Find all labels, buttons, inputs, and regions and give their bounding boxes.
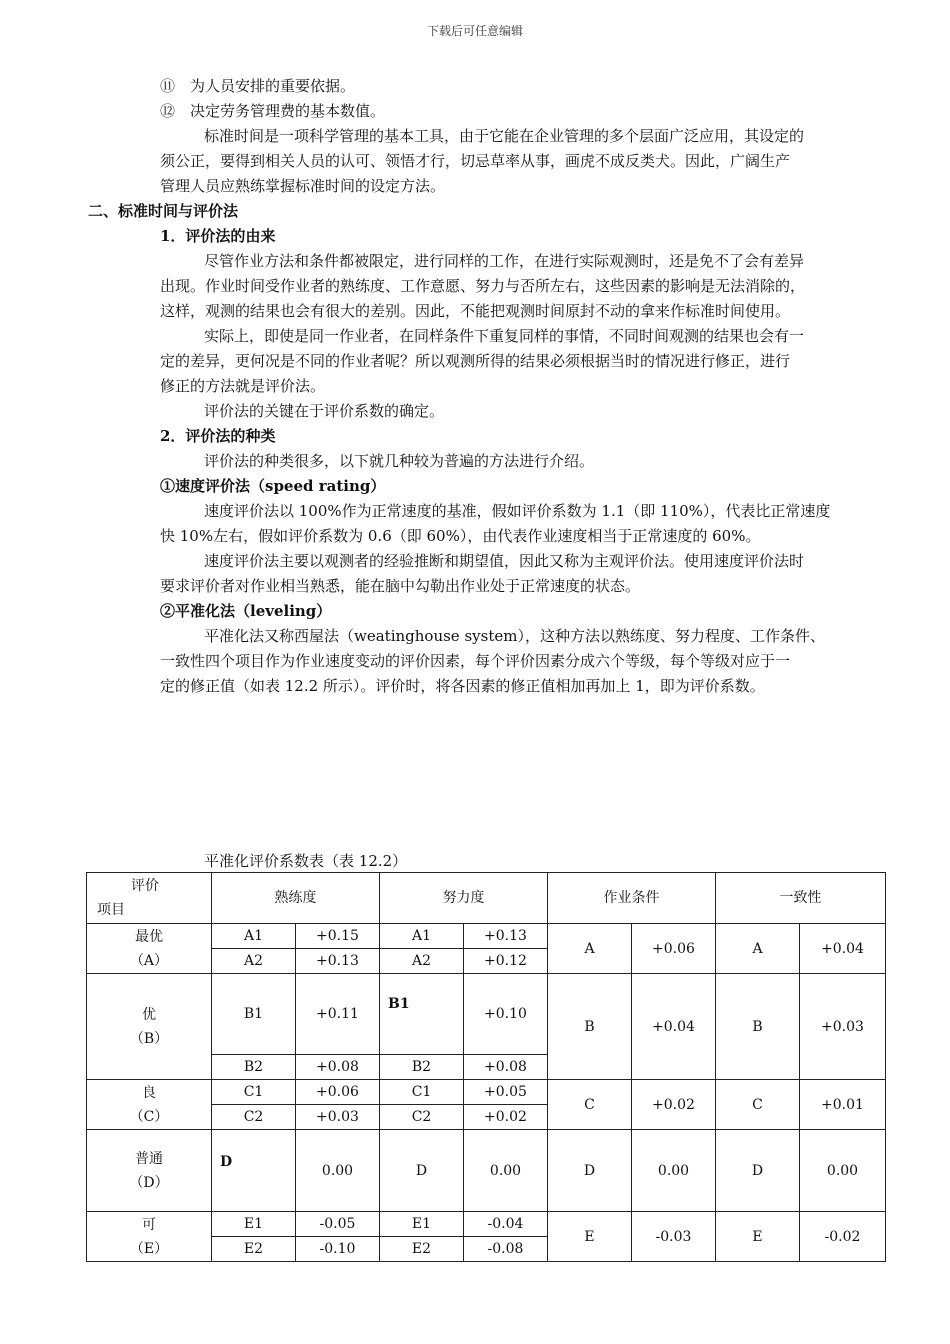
grade-cell: D xyxy=(212,1130,296,1212)
paragraph-line: 速度评价法以 100%作为正常速度的基准，假如评价系数为 1.1（即 110%），代表比正常速度 xyxy=(204,502,831,520)
paragraph-line: 修正的方法就是评价法。 xyxy=(160,377,326,395)
value-cell: +0.03 xyxy=(296,1105,380,1130)
value-cell: +0.01 xyxy=(800,1080,886,1130)
grade-cell: C xyxy=(716,1080,800,1130)
grade-cell: D xyxy=(548,1130,632,1212)
paragraph-line: 要求评价者对作业相当熟悉，能在脑中勾勒出作业处于正常速度的状态。 xyxy=(160,577,641,595)
corner-top-label: 评价 xyxy=(131,878,159,894)
paragraph-line: 尽管作业方法和条件都被限定，进行同样的工作，在进行实际观测时，还是免不了会有差异 xyxy=(204,252,805,270)
grade-cell: E xyxy=(716,1212,800,1262)
section-heading: 二、标准时间与评价法 xyxy=(88,202,239,220)
table-row xyxy=(87,1130,886,1212)
level-cell-b xyxy=(87,974,212,1080)
value-cell: -0.10 xyxy=(296,1237,380,1262)
level-code: （E） xyxy=(129,1240,169,1257)
value-cell: +0.10 xyxy=(464,974,548,1055)
level-code: （B） xyxy=(129,1030,169,1047)
paragraph-line: 管理人员应熟练掌握标准时间的设定方法。 xyxy=(160,177,446,195)
value-cell: +0.02 xyxy=(464,1105,548,1130)
grade-cell: E2 xyxy=(212,1237,296,1262)
grade-cell: C1 xyxy=(212,1080,296,1105)
grade-cell: E2 xyxy=(380,1237,464,1262)
grade-cell: B2 xyxy=(380,1055,464,1080)
paragraph-line: 一致性四个项目作为作业速度变动的评价因素，每个评价因素分成六个等级，每个等级对应于一 xyxy=(160,652,791,670)
level-name: 最优 xyxy=(135,928,163,945)
column-header-effort: 努力度 xyxy=(380,873,548,924)
value-cell: +0.11 xyxy=(296,974,380,1055)
grade-cell: A1 xyxy=(212,924,296,949)
subsection-heading: 1．评价法的由来 xyxy=(160,227,276,245)
paragraph-line: 出现。作业时间受作业者的熟练度、工作意愿、努力与否所左右，这些因素的影响是无法消除的， xyxy=(160,277,806,295)
table-corner-cell xyxy=(87,873,212,924)
value-cell: +0.03 xyxy=(800,974,886,1080)
level-cell-c xyxy=(87,1080,212,1130)
paragraph-line: 平准化法又称西屋法（weatinghouse system），这种方法以熟练度、努力程度、工作条件、 xyxy=(204,627,825,645)
paragraph-line: 这样，观测的结果也会有很大的差别。因此，不能把观测时间原封不动的拿来作标准时间使用。 xyxy=(160,302,791,320)
value-cell: 0.00 xyxy=(464,1130,548,1212)
level-code: （D） xyxy=(129,1174,169,1191)
value-cell: +0.05 xyxy=(464,1080,548,1105)
value-cell: 0.00 xyxy=(632,1130,716,1212)
leveling-coefficient-table xyxy=(86,872,886,1262)
grade-cell: E1 xyxy=(212,1212,296,1237)
value-cell: +0.08 xyxy=(464,1055,548,1080)
column-header-consistency: 一致性 xyxy=(716,873,886,924)
column-header-proficiency: 熟练度 xyxy=(212,873,380,924)
table-row xyxy=(87,1080,886,1105)
page-header: 下载后可任意编辑 xyxy=(426,24,523,38)
grade-cell: A2 xyxy=(380,949,464,974)
paragraph-line: 快 10%左右，假如评价系数为 0.6（即 60%），由代表作业速度相当于正常速度的 60%。 xyxy=(160,527,761,545)
value-cell: +0.02 xyxy=(632,1080,716,1130)
level-name: 优 xyxy=(142,1006,156,1023)
grade-cell: A xyxy=(548,924,632,974)
grade-cell: B1 xyxy=(380,974,464,1055)
table-header-row xyxy=(87,873,886,924)
paragraph-line: 实际上，即使是同一作业者，在同样条件下重复同样的事情，不同时间观测的结果也会有一 xyxy=(204,327,805,345)
list-item-12: ⑫ 决定劳务管理费的基本数值。 xyxy=(160,102,386,120)
column-header-conditions: 作业条件 xyxy=(548,873,716,924)
table-row xyxy=(87,924,886,949)
value-cell: +0.04 xyxy=(632,974,716,1080)
level-cell-a xyxy=(87,924,212,974)
grade-cell: A xyxy=(716,924,800,974)
table-caption: 平准化评价系数表（表 12.2） xyxy=(204,852,408,870)
value-cell: -0.02 xyxy=(800,1212,886,1262)
paragraph-line: 标准时间是一项科学管理的基本工具，由于它能在企业管理的多个层面广泛应用，其设定的 xyxy=(204,127,805,145)
list-item-11: ⑪ 为人员安排的重要依据。 xyxy=(160,77,356,95)
level-name: 良 xyxy=(142,1084,156,1101)
value-cell: +0.13 xyxy=(296,949,380,974)
grade-cell: D xyxy=(380,1130,464,1212)
value-cell: 0.00 xyxy=(296,1130,380,1212)
paragraph-line: 须公正，要得到相关人员的认可、领悟才行，切忌草率从事，画虎不成反类犬。因此，广阔生产 xyxy=(160,152,791,170)
value-cell: +0.12 xyxy=(464,949,548,974)
paragraph-line: 评价法的关键在于评价系数的确定。 xyxy=(204,402,445,420)
paragraph-line: 定的差异，更何况是不同的作业者呢？所以观测所得的结果必须根据当时的情况进行修正，进行 xyxy=(160,352,791,370)
grade-cell: A1 xyxy=(380,924,464,949)
paragraph-line: 定的修正值（如表 12.2 所示）。评价时，将各因素的修正值相加再加上 1，即为评价系数。 xyxy=(160,677,765,695)
grade-cell: A2 xyxy=(212,949,296,974)
value-cell: -0.04 xyxy=(464,1212,548,1237)
value-cell: +0.08 xyxy=(296,1055,380,1080)
level-code: （C） xyxy=(129,1108,169,1125)
value-cell: +0.06 xyxy=(296,1080,380,1105)
value-cell: +0.15 xyxy=(296,924,380,949)
paragraph-line: 速度评价法主要以观测者的经验推断和期望值，因此又称为主观评价法。使用速度评价法时 xyxy=(204,552,805,570)
value-cell: -0.05 xyxy=(296,1212,380,1237)
value-cell: +0.13 xyxy=(464,924,548,949)
level-cell-d xyxy=(87,1130,212,1212)
method-heading: ①速度评价法（speed rating） xyxy=(160,477,386,495)
value-cell: -0.03 xyxy=(632,1212,716,1262)
grade-cell: B xyxy=(716,974,800,1080)
level-cell-e xyxy=(87,1212,212,1262)
corner-bottom-label: 项目 xyxy=(97,902,125,918)
paragraph-line: 评价法的种类很多，以下就几种较为普遍的方法进行介绍。 xyxy=(204,452,595,470)
value-cell: 0.00 xyxy=(800,1130,886,1212)
level-name: 可 xyxy=(142,1216,156,1233)
level-code: （A） xyxy=(129,952,169,969)
method-heading: ②平准化法（leveling） xyxy=(160,602,332,620)
grade-cell: E1 xyxy=(380,1212,464,1237)
grade-cell: B2 xyxy=(212,1055,296,1080)
grade-cell: B xyxy=(548,974,632,1080)
value-cell: -0.08 xyxy=(464,1237,548,1262)
grade-cell: C xyxy=(548,1080,632,1130)
table-row xyxy=(87,1212,886,1237)
grade-cell: B1 xyxy=(212,974,296,1055)
subsection-heading: 2．评价法的种类 xyxy=(160,427,276,445)
grade-cell: C2 xyxy=(380,1105,464,1130)
grade-cell: E xyxy=(548,1212,632,1262)
grade-cell: C1 xyxy=(380,1080,464,1105)
table-row xyxy=(87,974,886,1055)
value-cell: +0.06 xyxy=(632,924,716,974)
grade-cell: D xyxy=(716,1130,800,1212)
level-name: 普通 xyxy=(135,1150,163,1167)
grade-cell: C2 xyxy=(212,1105,296,1130)
value-cell: +0.04 xyxy=(800,924,886,974)
